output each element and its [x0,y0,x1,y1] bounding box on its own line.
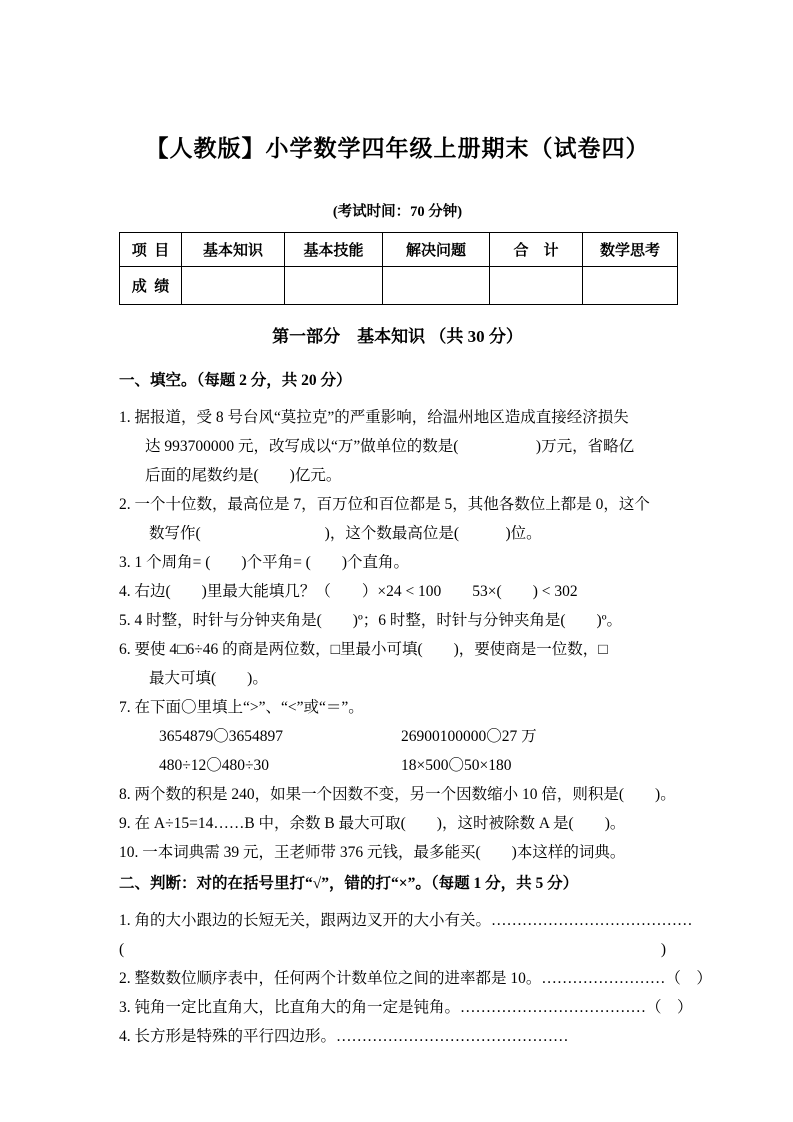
fill-question-line-left-expression: 3654879〇3654897 [159,728,284,745]
fill-question-line: 2. 一个十位数，最高位是 7，百万位和百位都是 5，其他各数位上都是 0，这个 [119,496,650,513]
exam-time-note: (考试时间：70 分钟) [332,204,463,220]
score-table-score-row [120,267,678,305]
score-row-label: 成 绩 [120,267,182,305]
answer-paren-open: ( [119,941,125,958]
score-cell-empty [383,267,490,305]
fill-question-line: 后面的尾数约是( )亿元。 [145,467,342,484]
fill-question-line: 1. 据报道，受 8 号台风“莫拉克”的严重影响，给温州地区造成直接经济损失 [119,409,629,426]
judge-question-line: 1. 角的大小跟边的长短无关，跟两边叉开的大小有关。………………………………… [119,912,693,929]
score-cell-empty [285,267,383,305]
fill-question-line: 达 993700000 元，改写成以“万”做单位的数是( )万元，省略亿 [145,438,635,455]
judge-section-title: 二、判断：对的在括号里打“√”，错的打“×”。（每题 1 分，共 5 分） [119,875,579,892]
judge-question-line [119,993,693,1022]
fill-question-line-right-expression: 18×500〇50×180 [401,757,512,774]
fill-question-line: 8. 两个数的积是 240，如果一个因数不变，另一个因数缩小 10 倍，则积是( )。 [119,786,676,803]
judge-question-line: 4. 长方形是特殊的平行四边形。……………………………………… [119,1028,569,1045]
judge-question-line [119,935,676,964]
score-cell-empty [583,267,678,305]
judge-question-line-text: 3. 钝角一定比直角大，比直角大的角一定是钝角。……………………………… [119,999,647,1016]
fill-question-line [119,722,676,751]
judge-question-line-text: 2. 整数数位顺序表中，任何两个计数单位之间的进率都是 10。…………………… [119,970,666,987]
fill-question-line: 5. 4 时整，时针与分钟夹角是( )º；6 时整，时针与分钟夹角是( )º。 [119,612,623,629]
fill-question-line: 7. 在下面〇里填上“>”、“<”或“＝”。 [119,699,364,716]
fill-question-line [119,751,676,780]
score-cell-empty [182,267,285,305]
fill-question-line: 9. 在 A÷15=14……B 中，余数 B 最大可取( )，这时被除数 A 是( )。 [119,815,626,832]
judge-question-line [119,964,712,993]
score-table-header-cell: 合 计 [490,233,583,267]
score-table-header-cell: 项 目 [120,233,182,267]
fill-question-line: 3. 1 个周角= ( )个平角= ( )个直角。 [119,554,410,571]
judge-questions-block [119,906,712,1051]
score-table-header-row [120,233,678,267]
score-table-header-cell: 数学思考 [583,233,678,267]
page-title: 【人教版】小学数学四年级上册期末（试卷四） [145,136,650,161]
fill-question-line: 4. 右边( )里最大能填几？（ ）×24 < 100 53×( ) < 302 [119,583,578,600]
fill-questions-block [119,403,676,867]
answer-paren: （ ） [646,999,693,1016]
fill-question-line-left-expression: 480÷12〇480÷30 [159,757,270,774]
part1-heading: 第一部分 基本知识 （共 30 分） [272,327,523,346]
answer-paren: （ ） [665,970,712,987]
score-table [119,232,678,305]
fill-question-line: 10. 一本词典需 39 元，王老师带 376 元钱，最多能买( )本这样的词典。 [119,844,626,861]
fill-question-line-right-expression: 26900100000〇27 万 [401,728,537,745]
fill-question-line: 数写作( )，这个数最高位是( )位。 [149,525,542,542]
score-table-header-cell: 基本技能 [285,233,383,267]
fill-question-line: 最大可填( )。 [149,670,268,687]
score-table-header-cell: 解决问题 [383,233,490,267]
fill-question-line: 6. 要使 4□6÷46 的商是两位数，□里最小可填( )，要使商是一位数，□ [119,641,608,658]
score-cell-empty [490,267,583,305]
fill-section-title: 一、填空。（每题 2 分，共 20 分） [119,372,352,389]
score-table-header-cell: 基本知识 [182,233,285,267]
answer-paren-close: ) [660,941,666,958]
